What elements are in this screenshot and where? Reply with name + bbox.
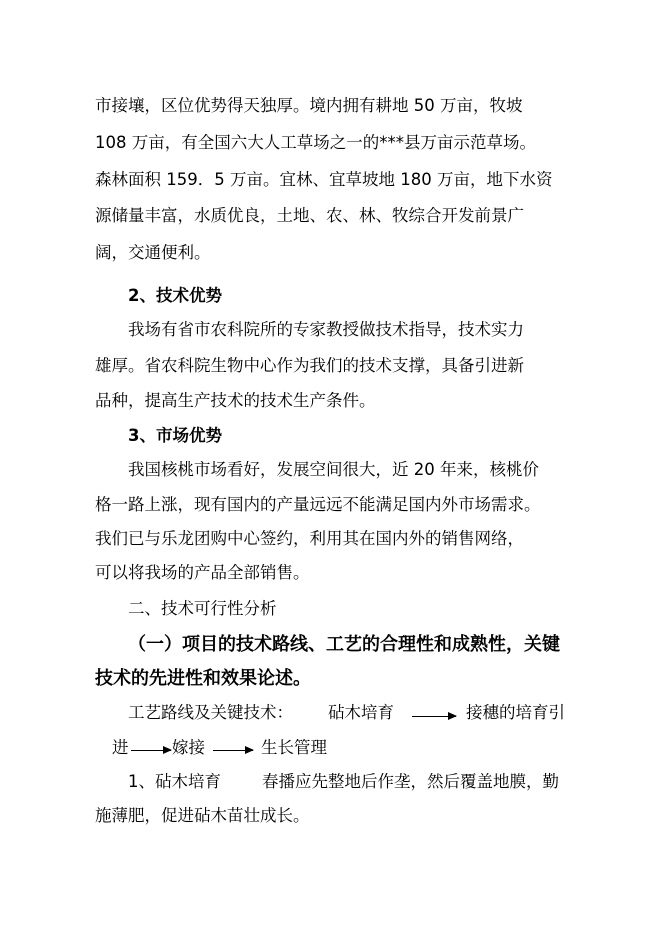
paragraph-line: 市接壤，区位优势得天独厚。境内拥有耕地 50 万亩，牧坡 — [95, 96, 523, 115]
process-route-label: 工艺路线及关键技术： — [128, 703, 293, 722]
subsection-heading-line: （一）项目的技术路线、工艺的合理性和成熟性，关键 — [128, 634, 560, 655]
arrow-right-icon — [131, 750, 171, 751]
process-step-growth-management: 生长管理 — [261, 738, 327, 757]
process-step-scion-cont: 进 — [112, 738, 129, 757]
paragraph-line: 我们已与乐龙团购中心签约，利用其在国内外的销售网络， — [95, 529, 524, 548]
paragraph-line: 格一路上涨，现有国内的产量远远不能满足国内外市场需求。 — [95, 495, 541, 514]
process-step-rootstock: 砧木培育 — [328, 703, 394, 722]
item-title-rootstock: 1、砧木培育 — [128, 772, 221, 791]
process-step-grafting: 嫁接 — [172, 738, 205, 757]
subsection-heading-line: 技术的先进性和效果论述。 — [95, 668, 311, 689]
paragraph-line: 我场有省市农科院所的专家教授做技术指导，技术实力 — [128, 320, 524, 339]
paragraph-line: 可以将我场的产品全部销售。 — [95, 563, 310, 582]
paragraph-line: 我国核桃市场看好，发展空间很大，近 20 年来，核桃价 — [128, 460, 539, 479]
paragraph-line: 施薄肥，促进砧木苗壮成长。 — [95, 806, 310, 825]
chapter-heading-technical-feasibility: 二、技术可行性分析 — [128, 599, 277, 618]
paragraph-line: 春播应先整地后作垄，然后覆盖地膜，勤 — [262, 772, 559, 791]
paragraph-line: 品种，提高生产技术的技术生产条件。 — [95, 391, 376, 410]
paragraph-line: 森林面积 159．5 万亩。宜林、宜草坡地 180 万亩，地下水资 — [95, 170, 553, 189]
paragraph-line: 阔，交通便利。 — [95, 243, 211, 262]
paragraph-line: 雄厚。省农科院生物中心作为我们的技术支撑，具备引进新 — [95, 356, 524, 375]
paragraph-line: 108 万亩，有全国六大人工草场之一的***县万亩示范草场。 — [95, 133, 536, 152]
paragraph-line: 源储量丰富，水质优良，土地、农、林、牧综合开发前景广 — [95, 206, 524, 225]
arrow-right-icon — [412, 716, 456, 717]
section-heading-technical-advantage: 2、技术优势 — [128, 286, 222, 305]
arrow-right-icon — [213, 750, 253, 751]
process-step-scion: 接穗的培育引 — [466, 703, 565, 722]
section-heading-market-advantage: 3、市场优势 — [128, 426, 222, 445]
